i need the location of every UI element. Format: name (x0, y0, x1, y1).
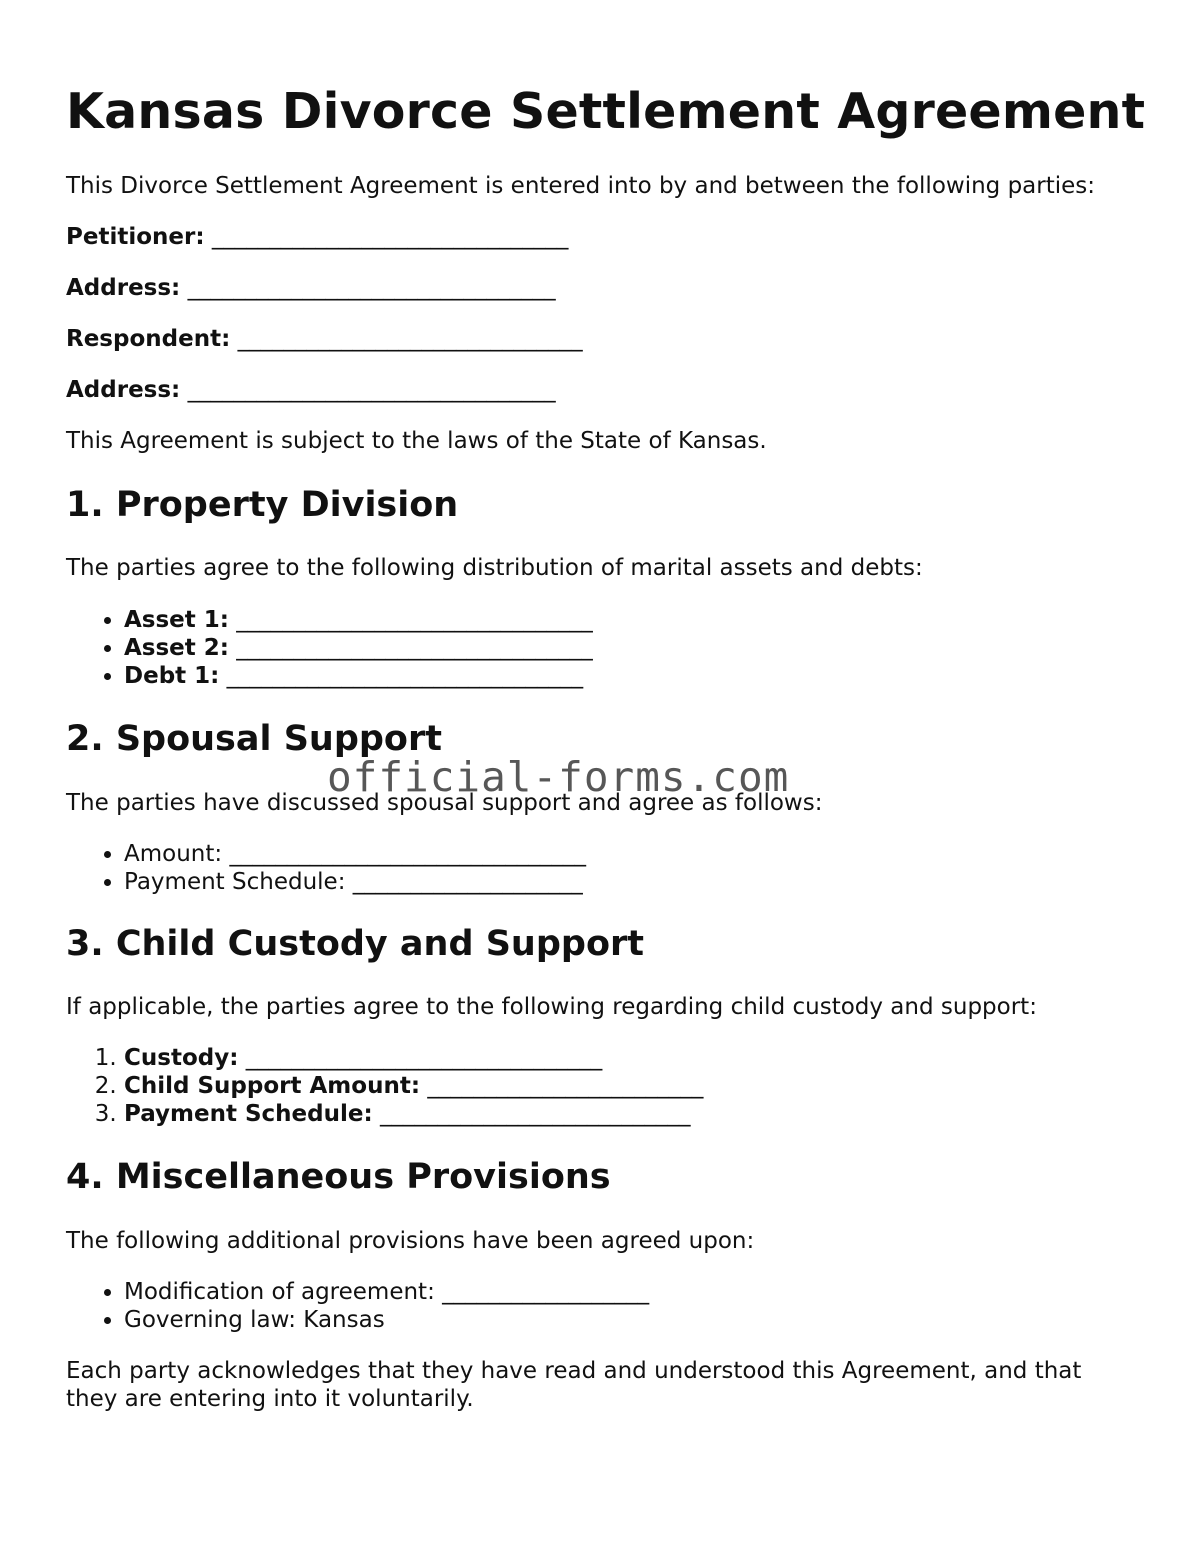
property-list (66, 606, 593, 690)
list-item (124, 1100, 703, 1128)
respondent-blank: ______________________________ (237, 326, 583, 352)
document-title: Kansas Divorce Settlement Agreement (66, 83, 1146, 140)
asset-1-blank: _______________________________ (236, 607, 593, 633)
custody-label: Custody: (124, 1045, 239, 1071)
asset-2-label: Asset 2: (124, 635, 229, 661)
spousal-support-list (66, 840, 586, 896)
petitioner-line (66, 223, 568, 251)
list-item: • Governing law: Kansas (124, 1306, 649, 1334)
debt-1-label: Debt 1: (124, 663, 220, 689)
child-support-amount-blank: ________________________ (427, 1073, 704, 1099)
section-text-property-division: The parties agree to the following distribution of marital assets and debts: (66, 555, 923, 581)
list-item: • Amount: _______________________________ (124, 840, 586, 868)
section-heading-child-custody: 3. Child Custody and Support (66, 924, 644, 964)
asset-2-blank: _______________________________ (236, 635, 593, 661)
section-text-miscellaneous: The following additional provisions have been agreed upon: (66, 1228, 755, 1254)
asset-1-label: Asset 1: (124, 607, 229, 633)
section-text-child-custody: If applicable, the parties agree to the following regarding child custody and support: (66, 994, 1037, 1020)
respondent-address-blank: ________________________________ (187, 377, 556, 403)
child-custody-list (66, 1044, 703, 1128)
payment-schedule-label: Payment Schedule: (124, 1101, 373, 1127)
custody-blank: _______________________________ (245, 1045, 603, 1071)
debt-1-blank: _______________________________ (226, 663, 584, 689)
list-item (124, 634, 593, 662)
law-statement: This Agreement is subject to the laws of the State of Kansas. (66, 428, 767, 454)
list-item: • Modification of agreement: __________________ (124, 1278, 649, 1306)
closing-acknowledgement: Each party acknowledges that they have read and understood this Agreement, and that they are entering into it voluntarily. (66, 1358, 1082, 1412)
list-item (124, 1044, 703, 1072)
petitioner-address-line (66, 274, 556, 302)
respondent-label: Respondent: (66, 326, 231, 352)
respondent-address-label: Address: (66, 377, 181, 403)
watermark: official-forms.com (327, 753, 790, 801)
respondent-line (66, 325, 583, 353)
section-heading-spousal-support: 2. Spousal Support (66, 719, 442, 759)
payment-schedule-blank: ___________________________ (380, 1101, 691, 1127)
section-heading-miscellaneous: 4. Miscellaneous Provisions (66, 1157, 611, 1197)
petitioner-address-blank: ________________________________ (187, 275, 556, 301)
list-item: • Payment Schedule: ____________________ (124, 868, 586, 896)
intro-text: This Divorce Settlement Agreement is entered into by and between the following parties: (66, 173, 1096, 199)
list-item (124, 1072, 703, 1100)
child-support-amount-label: Child Support Amount: (124, 1073, 421, 1099)
petitioner-address-label: Address: (66, 275, 181, 301)
petitioner-label: Petitioner: (66, 224, 205, 250)
miscellaneous-list (66, 1278, 649, 1334)
list-item (124, 606, 593, 634)
section-heading-property-division: 1. Property Division (66, 485, 459, 525)
respondent-address-line (66, 376, 556, 404)
list-item (124, 662, 593, 690)
section-text-spousal-support: The parties have discussed spousal support and agree as follows: (66, 790, 823, 816)
petitioner-blank: _______________________________ (211, 224, 569, 250)
